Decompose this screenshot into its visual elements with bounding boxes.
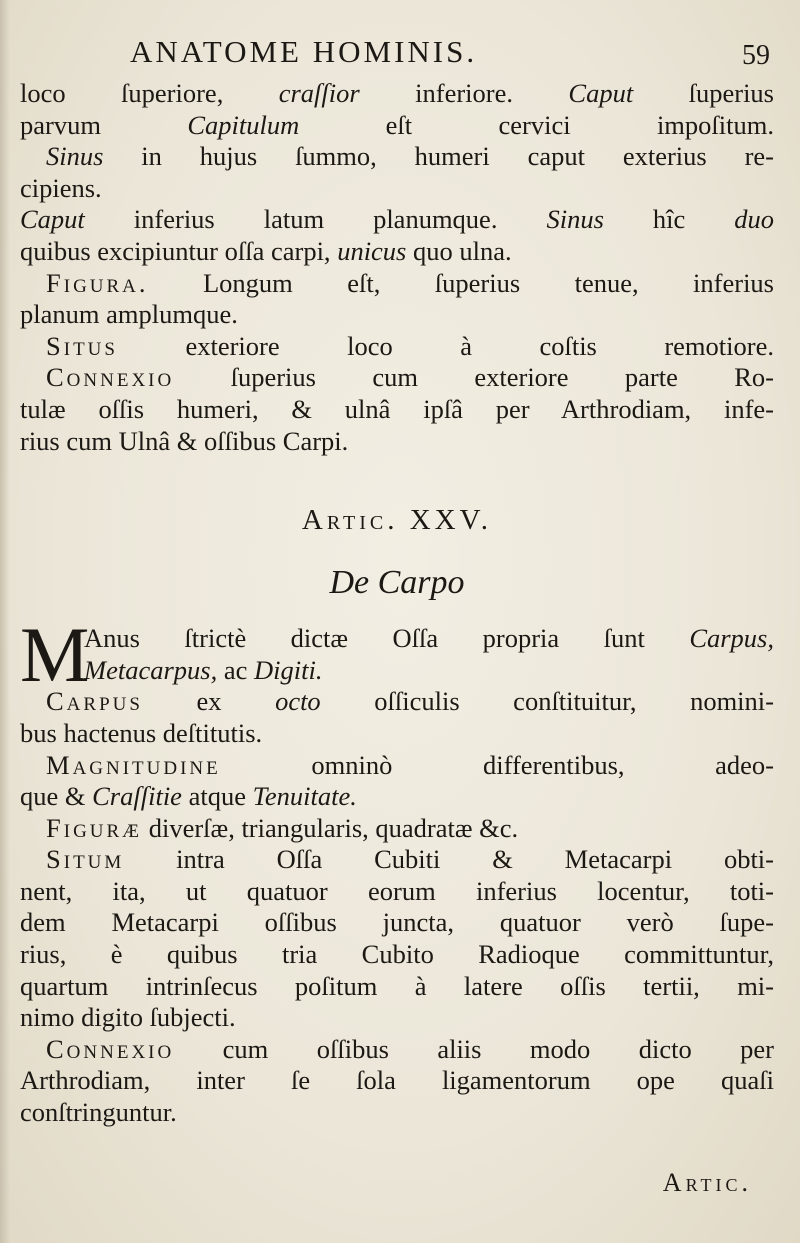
section-title: De Carpo xyxy=(329,564,465,602)
text-run: diverſæ, triangularis, quadratæ &c. xyxy=(142,812,519,843)
text-run: tulæ oſſis humeri, & ulnâ ipſâ per Arthrodiam, infe- xyxy=(20,393,774,424)
text-block-top xyxy=(20,78,774,457)
text-run: rius, è quibus tria Cubito Radioque committuntur, xyxy=(20,939,774,970)
text-run: parvum xyxy=(20,109,188,140)
text-run: omninò differentibus, adeo- xyxy=(220,749,774,780)
text-run: exteriore loco à coſtis remotiore. xyxy=(117,330,774,361)
text-line xyxy=(20,750,774,782)
italic-run: Sinus xyxy=(46,141,104,172)
text-line xyxy=(20,844,774,876)
text-line xyxy=(20,110,774,142)
text-run: bus hactenus deſtitutis. xyxy=(20,717,263,748)
text-run: Longum eſt, ſuperius tenue, inferius xyxy=(148,267,774,298)
text-run: quartum intrinſecus poſitum à latere oſſis tertii, mi- xyxy=(20,970,774,1001)
text-line xyxy=(20,686,774,718)
text-run: eſt cervici impoſitum. xyxy=(299,109,774,140)
page-number: 59 xyxy=(742,40,770,71)
text-line xyxy=(20,236,774,268)
text-line xyxy=(20,1065,774,1097)
italic-run: octo xyxy=(275,686,321,717)
text-line xyxy=(20,781,774,813)
text-line xyxy=(20,299,774,331)
text-run: loco ſuperiore, xyxy=(20,78,279,108)
text-run: planum amplumque. xyxy=(20,299,238,330)
text-run: atque xyxy=(181,781,253,812)
text-run: quibus excipiuntur oſſa carpi, xyxy=(20,235,338,266)
text-line xyxy=(84,655,774,687)
text-run: ſuperius xyxy=(633,78,774,108)
italic-run: Metacarpus, xyxy=(84,654,218,685)
text-run: ex xyxy=(142,686,276,717)
italic-run: craſſior xyxy=(278,78,360,108)
text-line xyxy=(20,141,774,173)
italic-run: unicus xyxy=(337,235,407,266)
page-header xyxy=(120,30,770,80)
text-line xyxy=(20,173,774,205)
small-caps-word: Figuræ xyxy=(46,812,143,843)
catchword: Artic. xyxy=(662,1168,752,1197)
small-caps-word: Connexio xyxy=(46,1033,175,1064)
running-title: ANATOME HOMINIS. xyxy=(130,34,478,69)
text-run: ac xyxy=(217,654,254,685)
small-caps-word: Connexio xyxy=(46,362,175,393)
text-line xyxy=(20,939,774,971)
italic-run: Caput xyxy=(568,78,634,108)
drop-cap-lines xyxy=(20,623,774,686)
text-run: in hujus ſummo, humeri caput exterius re- xyxy=(103,141,774,172)
text-run: nimo digito ſubjecti. xyxy=(20,1002,236,1033)
text-line xyxy=(20,876,774,908)
italic-run: Tenuitate. xyxy=(252,781,357,812)
text-run: que & xyxy=(20,781,93,812)
text-run: hîc xyxy=(603,204,735,235)
italic-run: Carpus, xyxy=(689,623,774,654)
text-line xyxy=(20,78,774,110)
text-line xyxy=(20,426,774,458)
text-line xyxy=(20,204,774,236)
text-line xyxy=(20,813,774,845)
text-line xyxy=(20,1002,774,1034)
text-run: inferiore. xyxy=(359,78,569,108)
page-body xyxy=(20,78,774,1129)
text-line xyxy=(20,971,774,1003)
small-caps-word: Figura. xyxy=(46,267,149,298)
italic-run: Sinus xyxy=(546,204,604,235)
text-run: inferius latum planumque. xyxy=(84,204,547,235)
text-line xyxy=(20,1097,774,1129)
italic-run: Digiti. xyxy=(254,654,323,685)
text-run: cum oſſibus aliis modo dicto per xyxy=(174,1033,774,1064)
text-run: Arthrodiam, inter ſe ſola ligamentorum ope quaſi xyxy=(20,1065,774,1096)
text-block-bottom xyxy=(20,686,774,1128)
text-run: dem Metacarpi oſſibus juncta, quatuor verò ſupe- xyxy=(20,907,774,938)
italic-run: Caput xyxy=(20,204,85,235)
drop-cap-paragraph xyxy=(20,611,774,699)
text-line xyxy=(84,623,774,655)
italic-run: duo xyxy=(734,204,774,235)
text-line xyxy=(20,394,774,426)
small-caps-word: Magnitudine xyxy=(46,749,221,780)
text-line xyxy=(20,907,774,939)
small-caps-word: Situm xyxy=(46,844,125,875)
drop-cap: M xyxy=(20,611,90,699)
article-heading: Artic. XXV. xyxy=(301,504,493,537)
italic-run: Craſſitie xyxy=(92,781,182,812)
text-run: quo ulna. xyxy=(406,235,512,266)
text-run: ſuperius cum exteriore parte Ro- xyxy=(174,362,774,393)
text-line xyxy=(20,268,774,300)
text-run: conſtringuntur. xyxy=(20,1097,177,1128)
small-caps-word: Situs xyxy=(46,330,118,361)
text-run: cipiens. xyxy=(20,172,102,203)
text-run: Anus ſtrictè dictæ Oſſa propria ſunt xyxy=(84,623,690,654)
text-run: rius cum Ulnâ & oſſibus Carpi. xyxy=(20,425,349,456)
text-run: intra Oſſa Cubiti & Metacarpi obti- xyxy=(124,844,774,875)
text-line xyxy=(20,1034,774,1066)
small-caps-word: Carpus xyxy=(46,686,143,717)
text-run: nent, ita, ut quatuor eorum inferius locentur, toti- xyxy=(20,875,774,906)
italic-run: Capitulum xyxy=(187,109,300,140)
text-run: oſſiculis conſtituitur, nomini- xyxy=(320,686,774,717)
text-line xyxy=(20,718,774,750)
text-line xyxy=(20,362,774,394)
text-line xyxy=(20,331,774,363)
